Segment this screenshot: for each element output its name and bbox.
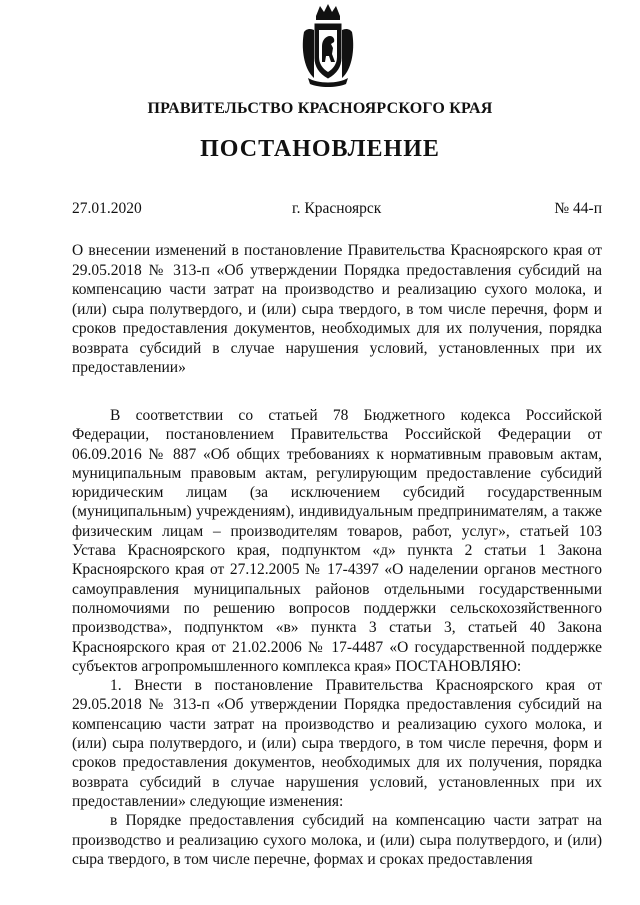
preamble-paragraph: В соответствии со статьей 78 Бюджетного кодекса Российской Федерации, постановлением Правительства Российской Федерации от 06.09.2016 № 887 «Об общих требованиях к нормативным правовым актам, муниципальным правовым актам, регулирующим предоставление субсидий юридическим лицам (за исключением субсидий государственным (муниципальным) учреждениям), индивидуальным предпринимателям, а также физическим лицам – производителям товаров, работ, услуг», статьей 103 Устава Красноярского края, подпунктом «д» пункта 2 статьи 1 Закона Красноярского края от 27.12.2005 № 17-4397 «О наделении органов местного самоуправления муниципальных районов отдельными государственными полномочиями по решению вопросов поддержки сельскохозяйственного производства», подпунктом «в» пункта 3 статьи 3, статьей 40 Закона Красноярского края от 21.02.2006 № 17-4487 «О государственной поддержке субъектов агропромышленного комплекса края» ПОСТАНОВЛЯЮ: — [72, 407, 602, 675]
document-meta-row — [72, 200, 602, 220]
item-1-paragraph: 1. Внести в постановление Правительства Красноярского края от 29.05.2018 № 313-п «Об утверждении Порядка предоставления субсидий на компенсацию части затрат на производство и реализацию сухого молока, и (или) сыра полутвердого, и (или) сыра твердого, в том числе перечня, форм и сроков предоставления документов, необходимых для их получения, порядка возврата субсидий в случае нарушения условий, установленных при их предоставлении» следующие изменения: — [72, 677, 602, 810]
document-city: г. Красноярск — [292, 200, 382, 217]
document-subject: О внесении изменений в постановление Правительства Красноярского края от 29.05.2018 № 313-п «Об утверждении Порядка предоставления субсидий на компенсацию части затрат на производство и реализацию сухого молока, и (или) сыра полутвердого, и (или) сыра твердого, в том числе перечня, форм и сроков предоставления документов, необходимых для их получения, порядка возврата субсидий в случае нарушения условий, установленных при их предоставлении» — [72, 242, 602, 376]
krasnoyarsk-coat-of-arms-icon — [300, 2, 356, 88]
document-body — [72, 406, 602, 869]
organization-title: ПРАВИТЕЛЬСТВО КРАСНОЯРСКОГО КРАЯ — [147, 100, 493, 117]
item-1-sub-paragraph: в Порядке предоставления субсидий на компенсацию части затрат на производство и реализацию сухого молока, и (или) сыра полутвердого, и (или) сыра твердого, в том числе перечне, формах и сроках предоставления — [72, 812, 602, 868]
document-number: № 44-п — [554, 200, 602, 217]
document-type-title: ПОСТАНОВЛЕНИЕ — [200, 136, 440, 162]
document-date: 27.01.2020 — [72, 200, 142, 217]
